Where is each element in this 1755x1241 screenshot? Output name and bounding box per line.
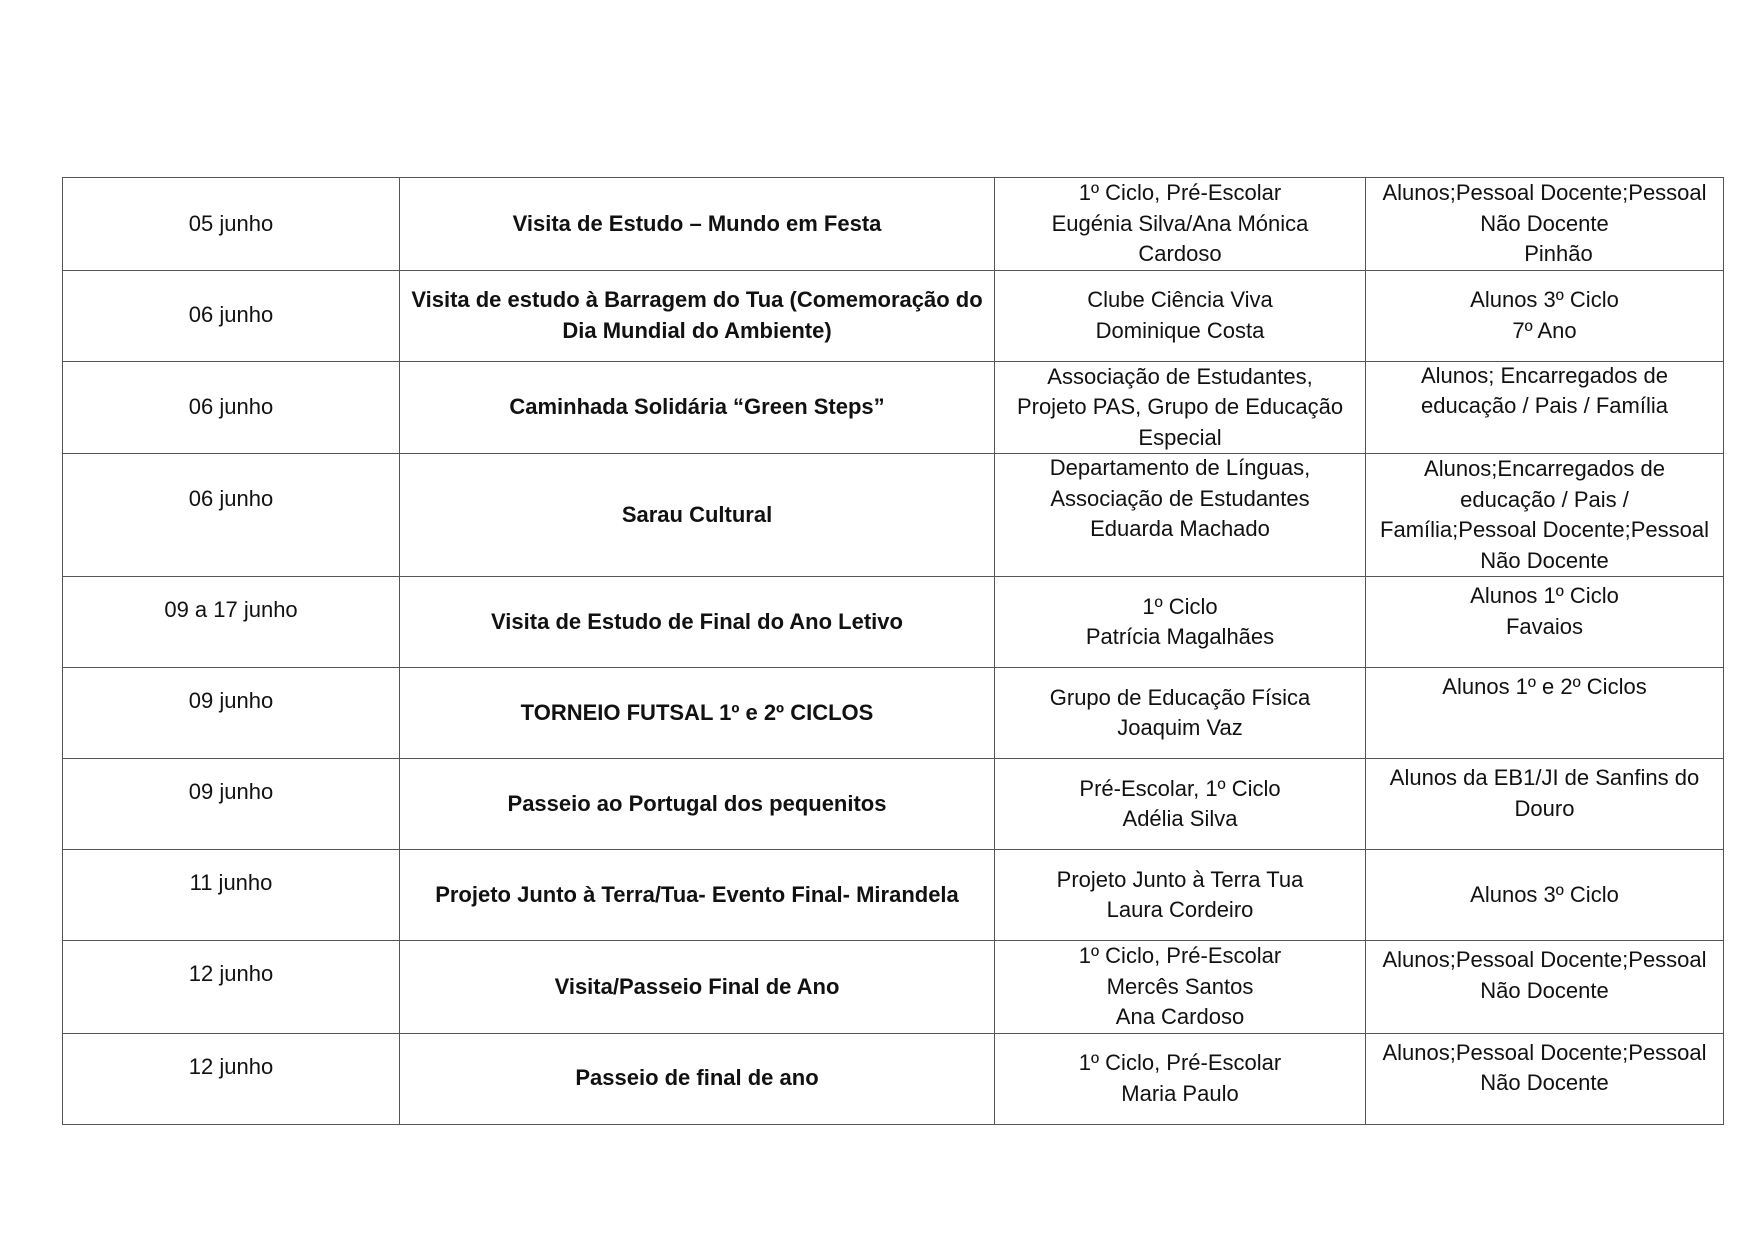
organizers-cell [995, 850, 1366, 941]
audience-line: 7º Ano [1512, 317, 1577, 343]
organizer-line: Cardoso [1138, 241, 1222, 266]
organizer-line: Grupo de Educação Física [1049, 684, 1311, 710]
organizer-line: Dominique Costa [1095, 317, 1265, 343]
organizers-cell [995, 270, 1366, 361]
date-cell [63, 850, 400, 941]
date-text: 09 a 17 junho [164, 597, 298, 622]
audience-line: Alunos 3º Ciclo [1470, 881, 1619, 907]
activity-cell: Visita/Passeio Final de Ano [400, 941, 995, 1034]
date-cell [63, 577, 400, 668]
organizers-cell [995, 1033, 1366, 1124]
date-text: 09 junho [188, 779, 274, 804]
date-text: 09 junho [188, 688, 274, 713]
date-cell: 06 junho [63, 270, 400, 361]
organizer-line: 1º Ciclo [1142, 593, 1218, 619]
audience-line: Douro [1514, 795, 1575, 821]
date-text: 12 junho [188, 1053, 274, 1079]
organizer-line: Pré-Escolar, 1º Ciclo [1079, 775, 1281, 801]
activity-cell: Caminhada Solidária “Green Steps” [400, 361, 995, 454]
organizer-line: Joaquim Vaz [1117, 715, 1243, 740]
audience-line: Alunos da EB1/JI de Sanfins do [1389, 765, 1700, 790]
audience-cell [1366, 270, 1724, 361]
organizers-cell [995, 759, 1366, 850]
table-row [63, 178, 1724, 271]
table-row [63, 454, 1724, 577]
table-row [63, 1033, 1724, 1124]
activity-cell: Passeio de final de ano [400, 1033, 995, 1124]
date-cell [63, 1033, 400, 1124]
audience-line: Não Docente [1480, 1070, 1609, 1095]
organizer-line: Eugénia Silva/Ana Mónica [1051, 210, 1309, 236]
organizers-cell [995, 941, 1366, 1034]
audience-cell [1366, 850, 1724, 941]
date-cell [63, 668, 400, 759]
audience-cell [1366, 1033, 1724, 1124]
organizer-line: 1º Ciclo, Pré-Escolar [1078, 943, 1282, 968]
audience-line: Alunos 1º e 2º Ciclos [1442, 674, 1647, 699]
organizer-line: Departamento de Línguas, [1049, 455, 1311, 481]
organizer-line: 1º Ciclo, Pré-Escolar [1078, 180, 1282, 205]
activity-cell: Sarau Cultural [400, 454, 995, 577]
audience-line: Família;Pessoal Docente;Pessoal [1380, 517, 1709, 542]
activity-cell: Visita de estudo à Barragem do Tua (Comemoração do Dia Mundial do Ambiente) [400, 270, 995, 361]
organizers-cell [995, 668, 1366, 759]
audience-line: educação / Pais / Família [1420, 393, 1668, 419]
date-cell: 05 junho [63, 178, 400, 271]
audience-line: Alunos;Pessoal Docente;Pessoal [1382, 947, 1707, 972]
audience-cell [1366, 577, 1724, 668]
activity-cell: Passeio ao Portugal dos pequenitos [400, 759, 995, 850]
organizer-line: Projeto PAS, Grupo de Educação [1016, 394, 1344, 419]
date-cell [63, 759, 400, 850]
organizer-line: Eduarda Machado [1090, 516, 1270, 542]
organizer-line: Clube Ciência Viva [1087, 287, 1273, 312]
organizers-cell [995, 361, 1366, 454]
audience-cell [1366, 759, 1724, 850]
organizer-line: Associação de Estudantes, [1047, 363, 1313, 389]
organizer-line: Especial [1138, 424, 1222, 450]
audience-cell [1366, 668, 1724, 759]
organizer-line: Ana Cardoso [1115, 1004, 1245, 1029]
date-cell: 06 junho [63, 361, 400, 454]
organizers-cell [995, 454, 1366, 577]
activities-table [62, 177, 1724, 1125]
organizer-line: Laura Cordeiro [1106, 897, 1254, 922]
audience-line: Alunos 1º Ciclo [1470, 583, 1619, 608]
audience-line: Não Docente [1480, 547, 1609, 573]
organizer-line: Maria Paulo [1121, 1080, 1239, 1106]
organizer-line: Associação de Estudantes [1050, 485, 1310, 511]
audience-line: Não Docente [1480, 210, 1609, 236]
audience-cell [1366, 178, 1724, 271]
activity-cell: TORNEIO FUTSAL 1º e 2º CICLOS [400, 668, 995, 759]
table-row [63, 941, 1724, 1034]
audience-line: Pinhão [1524, 241, 1593, 266]
table-row [63, 361, 1724, 454]
organizers-cell [995, 577, 1366, 668]
table-row [63, 668, 1724, 759]
date-text: 11 junho [189, 870, 273, 895]
audience-cell [1366, 454, 1724, 577]
organizer-line: 1º Ciclo, Pré-Escolar [1078, 1050, 1282, 1075]
date-cell [63, 454, 400, 577]
activity-cell: Visita de Estudo – Mundo em Festa [400, 178, 995, 271]
table-row [63, 759, 1724, 850]
activity-cell: Visita de Estudo de Final do Ano Letivo [400, 577, 995, 668]
table-row [63, 270, 1724, 361]
organizer-line: Mercês Santos [1106, 973, 1254, 999]
audience-line: Alunos; Encarregados de [1420, 362, 1669, 388]
activity-cell: Projeto Junto à Terra/Tua- Evento Final- Mirandela [400, 850, 995, 941]
audience-cell [1366, 941, 1724, 1034]
organizers-cell [995, 178, 1366, 271]
table-row [63, 850, 1724, 941]
audience-line: educação / Pais / [1460, 486, 1629, 512]
audience-line: Favaios [1505, 613, 1584, 639]
date-text: 06 junho [188, 486, 274, 511]
audience-line: Alunos;Pessoal Docente;Pessoal [1382, 180, 1707, 205]
audience-cell [1366, 361, 1724, 454]
audience-line: Alunos;Encarregados de [1424, 456, 1665, 481]
organizer-line: Projeto Junto à Terra Tua [1056, 866, 1304, 892]
date-text: 12 junho [188, 961, 274, 986]
audience-line: Alunos 3º Ciclo [1470, 287, 1619, 312]
audience-line: Alunos;Pessoal Docente;Pessoal [1382, 1039, 1707, 1065]
organizer-line: Adélia Silva [1122, 806, 1238, 831]
date-cell [63, 941, 400, 1034]
organizer-line: Patrícia Magalhães [1085, 624, 1275, 649]
audience-line: Não Docente [1480, 977, 1609, 1003]
table-row [63, 577, 1724, 668]
